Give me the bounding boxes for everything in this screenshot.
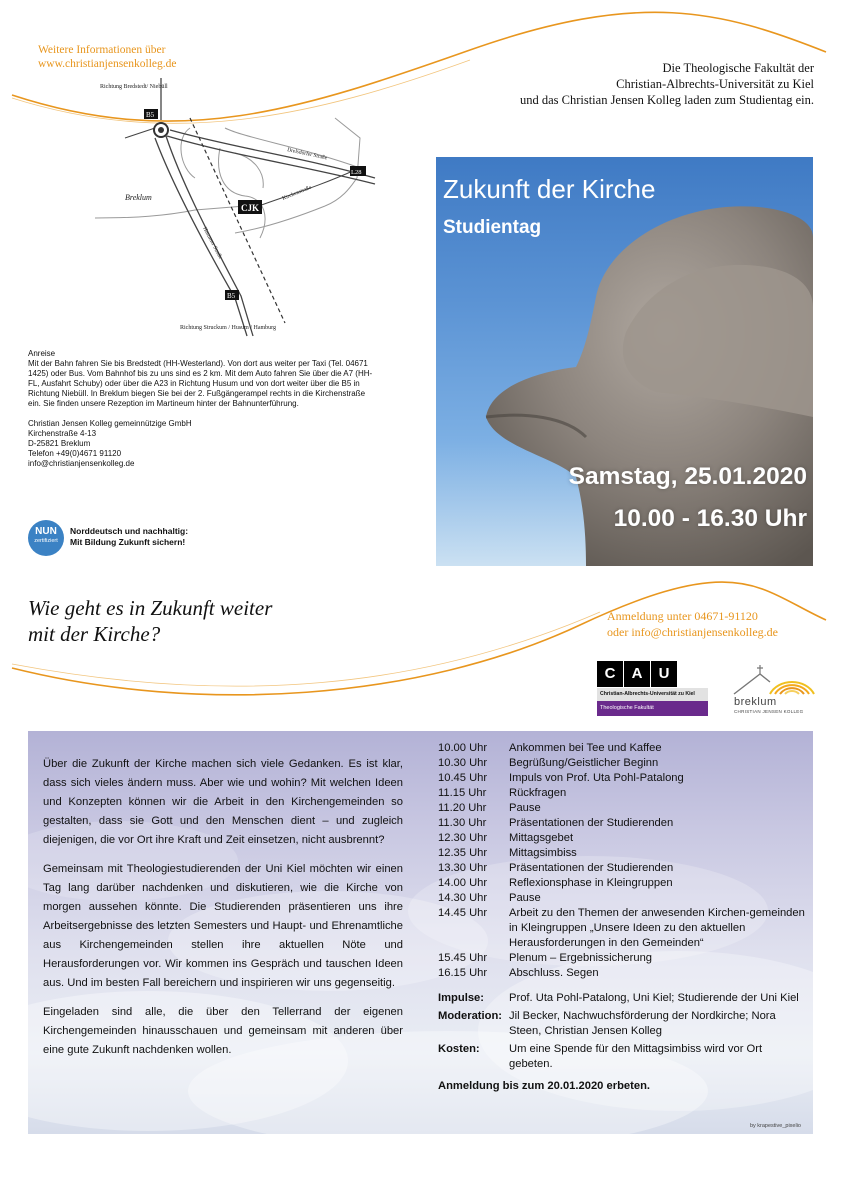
schedule-item: Ankommen bei Tee und Kaffee xyxy=(509,742,662,754)
schedule-row xyxy=(438,756,808,771)
map-label-south: Richtung Struckum / Husum / Hamburg xyxy=(180,325,277,331)
tagline-line-2: mit der Kirche? xyxy=(28,622,161,646)
moderation-label: Moderation: xyxy=(438,1010,503,1022)
description-paragraph-1: Über die Zukunft der Kirche machen sich viele Gedanken. Es ist klar, dass sich vieles ändern muss. Aber wie und wohin? Mit welchen Ideen und Konzepten können wir die Arbeit in den Kirchengemeinden so gestalten, dass sie Gott und den Menschen dient – und zugleich diejenigen, die vor Ort ihre Kraft und Zeit einsetzen, nicht ausbrennt? xyxy=(43,758,403,846)
schedule-row xyxy=(438,906,808,951)
description-paragraph-3: Eingeladen sind alle, die über den Tellerrand der eigenen Kirchengemeinden hinausschauen und gemeinsam mit anderen über eine gute Zukunft nachdenken wollen. xyxy=(43,1006,403,1056)
cau-logo xyxy=(597,661,708,716)
schedule-row xyxy=(438,891,808,906)
description-paragraph-2: Gemeinsam mit Theologiestudierenden der Uni Kiel möchten wir einen Tag lang darüber nachdenken und diskutieren, wie die Kirche von morgen aussehen könnte. Die Studierenden präsentieren uns ihre Arbeitsergebnisse des letzten Semesters und Haupt- und Ehrenamtliche aus Kirchengemeinden stellen ihre aktuellen Nöte und Herausforderungen vor. Wir kommen ins Gespräch und tauschen Ideen aus. Und im besten Fall bereichern und inspirieren wir uns gegenseitig. xyxy=(43,863,403,989)
schedule-item: Plenum – Ergebnissicherung xyxy=(509,952,653,964)
breklum-subline: CHRISTIAN JENSEN KOLLEG xyxy=(734,709,804,714)
tagline xyxy=(28,595,272,647)
cau-letter: C xyxy=(597,661,623,687)
address-line: D-25821 Breklum xyxy=(28,439,91,448)
map-b5-north: B5 xyxy=(146,111,155,119)
directions-map xyxy=(95,78,415,338)
schedule-time: 13.30 Uhr xyxy=(438,862,488,874)
church-rainbow-icon xyxy=(730,662,815,696)
registration-email[interactable]: oder info@christianjensenkolleg.de xyxy=(607,625,778,639)
travel-heading: Anreise xyxy=(28,349,56,358)
event-description xyxy=(43,755,403,1070)
schedule-item: Rückfragen xyxy=(509,787,567,799)
breklum-wordmark: breklum xyxy=(734,696,777,708)
schedule-row xyxy=(438,966,808,981)
intro-line-3: und das Christian Jensen Kolleg laden zum Studientag ein. xyxy=(519,93,814,107)
nun-slogan-2: Mit Bildung Zukunft sichern! xyxy=(70,537,186,547)
map-road-husumer: Husumer Straße xyxy=(201,226,224,261)
impulse-label: Impulse: xyxy=(438,992,485,1004)
nun-logo-text: NUN xyxy=(35,526,57,537)
map-b5-south: B5 xyxy=(227,292,236,300)
schedule-time: 14.30 Uhr xyxy=(438,892,488,904)
map-cjk-marker: CJK xyxy=(241,203,259,213)
schedule-row xyxy=(438,786,808,801)
map-road-drelsdorfer: Drelsdorfer Straße xyxy=(286,147,328,162)
schedule-item: Pause xyxy=(509,802,541,814)
schedule-time: 16.15 Uhr xyxy=(438,967,488,979)
schedule-item: Reflexionsphase in Kleingruppen xyxy=(509,877,673,889)
schedule-row xyxy=(438,876,808,891)
schedule-time: 11.15 Uhr xyxy=(438,787,487,799)
moderation-value: Jil Becker, Nachwuchsförderung der Nordkirche; Nora Steen, Christian Jensen Kolleg xyxy=(509,1010,776,1037)
event-date: Samstag, 25.01.2020 xyxy=(568,463,807,490)
phone: Telefon +49(0)4671 91120 xyxy=(28,449,122,458)
travel-text: Mit der Bahn fahren Sie bis Bredstedt (HH-Westerland). Von dort aus weiter per Taxi (Tel. 04671 1425) oder Bus. Vom Bahnhof bis zu uns sind es 2 km. Mit dem Auto fahren Sie über die A7 (HH-FL, Ausfahrt Schuby) oder über die A23 in Richtung Husum und von dort weiter über die B5 in Richtung Niebüll. In Breklum biegen Sie bei der 2. Fußgängerampel rechts in die Kirchenstraße ein. Sie finden unsere Rezeption im Martineum hinter der Bahnunterführung. xyxy=(28,359,373,408)
nun-logo xyxy=(28,520,64,556)
schedule-item: Mittagsgebet xyxy=(509,832,574,844)
schedule-time: 10.00 Uhr xyxy=(438,742,488,754)
cost-label: Kosten: xyxy=(438,1043,480,1055)
cost-value: Um eine Spende für den Mittagsimbiss wird vor Ort gebeten. xyxy=(509,1043,763,1070)
event-subtitle: Studientag xyxy=(443,217,542,238)
schedule-item: Präsentationen der Studierenden xyxy=(509,862,674,874)
schedule-time: 12.30 Uhr xyxy=(438,832,488,844)
breklum-logo xyxy=(730,662,815,717)
schedule-item: Pause xyxy=(509,892,541,904)
schedule-item: Präsentationen der Studierenden xyxy=(509,817,674,829)
cau-university-name: Christian-Albrechts-Universität zu Kiel xyxy=(597,688,708,701)
tagline-line-1: Wie geht es in Zukunft weiter xyxy=(28,596,273,620)
schedule-time: 12.35 Uhr xyxy=(438,847,488,859)
cau-letter: A xyxy=(624,661,650,687)
more-info-label: Weitere Informationen über xyxy=(38,44,166,56)
schedule-row xyxy=(438,816,808,831)
schedule-item: Impuls von Prof. Uta Pohl-Patalong xyxy=(509,772,684,784)
address-block xyxy=(28,419,373,469)
schedule-row xyxy=(438,741,808,756)
schedule-time: 10.45 Uhr xyxy=(438,772,488,784)
schedule-row xyxy=(438,771,808,786)
impulse-value: Prof. Uta Pohl-Patalong, Uni Kiel; Studierende der Uni Kiel xyxy=(509,992,799,1004)
address-line: Christian Jensen Kolleg gemeinnützige GmbH xyxy=(28,419,192,428)
intro-line-1: Die Theologische Fakultät der xyxy=(662,61,814,75)
schedule-row xyxy=(438,861,808,876)
invitation-intro xyxy=(394,60,814,108)
registration-deadline: Anmeldung bis zum 20.01.2020 erbeten. xyxy=(438,1080,651,1092)
event-title: Zukunft der Kirche xyxy=(443,174,656,204)
email-link[interactable]: info@christianjensenkolleg.de xyxy=(28,459,135,468)
website-link[interactable]: www.christianjensenkolleg.de xyxy=(38,58,177,70)
schedule-row xyxy=(438,846,808,861)
schedule-item: Begrüßung/Geistlicher Beginn xyxy=(509,757,659,769)
registration-phone: Anmeldung unter 04671-91120 xyxy=(607,609,758,623)
map-l28: L28 xyxy=(351,169,362,176)
registration-contact xyxy=(607,608,778,640)
event-details xyxy=(438,991,808,1072)
schedule-row xyxy=(438,831,808,846)
map-road-kirchenstrasse: Kirchenstraße xyxy=(281,184,313,202)
more-info xyxy=(38,43,177,71)
schedule-time: 11.20 Uhr xyxy=(438,802,487,814)
schedule-time: 15.45 Uhr xyxy=(438,952,488,964)
schedule-item: Abschluss. Segen xyxy=(509,967,599,979)
cau-faculty-name: Theologische Fakultät xyxy=(597,701,708,716)
schedule-item: Arbeit zu den Themen der anwesenden Kirchen-gemeinden in Kleingruppen „Unsere Ideen zu den aktuellen Herausforderungen in den Gemeinden“ xyxy=(509,907,805,949)
intro-line-2: Christian-Albrechts-Universität zu Kiel xyxy=(616,77,814,91)
nun-logo-sub: zertifiziert xyxy=(34,538,58,544)
schedule-time: 10.30 Uhr xyxy=(438,757,488,769)
schedule-item: Mittagsimbiss xyxy=(509,847,577,859)
schedule-row xyxy=(438,801,808,816)
map-label-north: Richtung Bredstedt/ Niebüll xyxy=(100,84,168,90)
schedule-row xyxy=(438,951,808,966)
schedule-time: 14.45 Uhr xyxy=(438,907,488,919)
event-time: 10.00 - 16.30 Uhr xyxy=(613,505,807,532)
photo-credit: by krapestive_pixelio xyxy=(749,1123,801,1129)
address-line: Kirchenstraße 4-13 xyxy=(28,429,97,438)
schedule-time: 14.00 Uhr xyxy=(438,877,488,889)
travel-directions xyxy=(28,349,373,479)
cau-letter: U xyxy=(651,661,677,687)
map-town-label: Breklum xyxy=(125,193,152,202)
program-schedule xyxy=(438,741,808,1094)
program-panel xyxy=(28,731,813,1134)
nun-slogan-1: Norddeutsch und nachhaltig: xyxy=(70,526,189,536)
schedule-time: 11.30 Uhr xyxy=(438,817,487,829)
hero-image xyxy=(436,157,813,566)
